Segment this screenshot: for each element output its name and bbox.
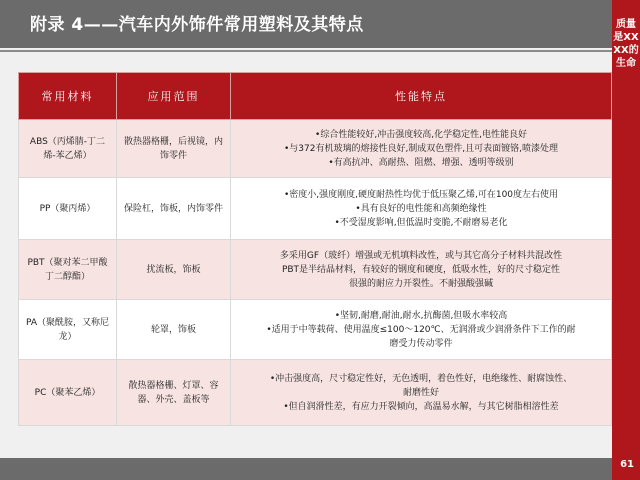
- properties-cell: [231, 240, 612, 300]
- application-cell: 散热器格栅，后视镜，内饰零件: [117, 120, 231, 178]
- properties-cell: [231, 120, 612, 178]
- property-line: 很强的耐应力开裂性。不耐强酸强碱: [348, 278, 493, 289]
- property-line: •综合性能较好,冲击强度较高,化学稳定性,电性能良好: [315, 129, 527, 140]
- property-line: •适用于中等载荷、使用温度≤100～120℃、无润滑或少润滑条件下工作的耐: [266, 324, 576, 335]
- application-cell: 散热器格栅、灯罩、容器、外壳、盖板等: [117, 360, 231, 426]
- material-cell: ABS（丙烯腈-丁二烯-苯乙烯）: [19, 120, 117, 178]
- property-line: 多采用GF（玻纤）增强或无机填料改性，或与其它高分子材料共混改性: [279, 250, 563, 261]
- property-line: •有高抗冲、高耐热、阻燃、增强、透明等级别: [328, 157, 514, 168]
- property-line: •冲击强度高，尺寸稳定性好，无色透明，着色性好，电绝缘性、耐腐蚀性、: [269, 373, 573, 384]
- table-row-pc: [19, 360, 612, 426]
- properties-cell: [231, 178, 612, 240]
- property-line: 磨受力传动零件: [389, 338, 453, 349]
- title-bar: [0, 0, 612, 48]
- application-cell: 扰流板，饰板: [117, 240, 231, 300]
- plastics-table: [18, 72, 612, 426]
- column-header-material: 常用材料: [19, 73, 117, 120]
- property-line: PBT是半结晶材料，有较好的钢度和硬度，低吸水性，好的尺寸稳定性: [281, 264, 561, 275]
- page-number: 61: [620, 459, 634, 470]
- table-row-pa: [19, 300, 612, 360]
- property-line: •坚韧,耐磨,耐油,耐水,抗酶菌,但吸水率较高: [334, 310, 508, 321]
- material-cell: PA（聚酰胺，又称尼龙）: [19, 300, 117, 360]
- properties-cell: [231, 300, 612, 360]
- page-title: 附录 4——汽车内外饰件常用塑料及其特点: [30, 15, 364, 35]
- side-banner-text: 质量是XXXX的生命: [613, 19, 639, 69]
- table-row-pp: [19, 178, 612, 240]
- property-line: •密度小,强度刚度,硬度耐热性均优于低压聚乙烯,可在100度左右使用: [283, 189, 559, 200]
- title-divider: [0, 50, 612, 52]
- properties-cell: [231, 360, 612, 426]
- property-line: 耐磨性好: [402, 387, 439, 398]
- property-line: •与372有机玻璃的熔接性良好,制成双色塑件,且可表面镀铬,喷漆处理: [283, 143, 559, 154]
- material-cell: PC（聚苯乙烯）: [19, 360, 117, 426]
- table-row-abs: [19, 120, 612, 178]
- application-cell: 轮罩，饰板: [117, 300, 231, 360]
- property-line: •不受湿度影响,但低温时变脆,不耐磨易老化: [334, 217, 508, 228]
- material-cell: PBT（聚对苯二甲酸丁二醇酯）: [19, 240, 117, 300]
- property-line: •具有良好的电性能和高频绝缘性: [355, 203, 487, 214]
- property-line: •但自润滑性差，有应力开裂倾向，高温易水解，与其它树脂相溶性差: [283, 401, 559, 412]
- material-cell: PP（聚丙烯）: [19, 178, 117, 240]
- side-banner: [612, 0, 640, 480]
- application-cell: 保险杠，饰板，内饰零件: [117, 178, 231, 240]
- column-header-application: 应用范围: [117, 73, 231, 120]
- table-header-row: [19, 73, 612, 120]
- column-header-properties: 性能特点: [231, 73, 612, 120]
- table-row-pbt: [19, 240, 612, 300]
- footer-bar: [0, 458, 612, 480]
